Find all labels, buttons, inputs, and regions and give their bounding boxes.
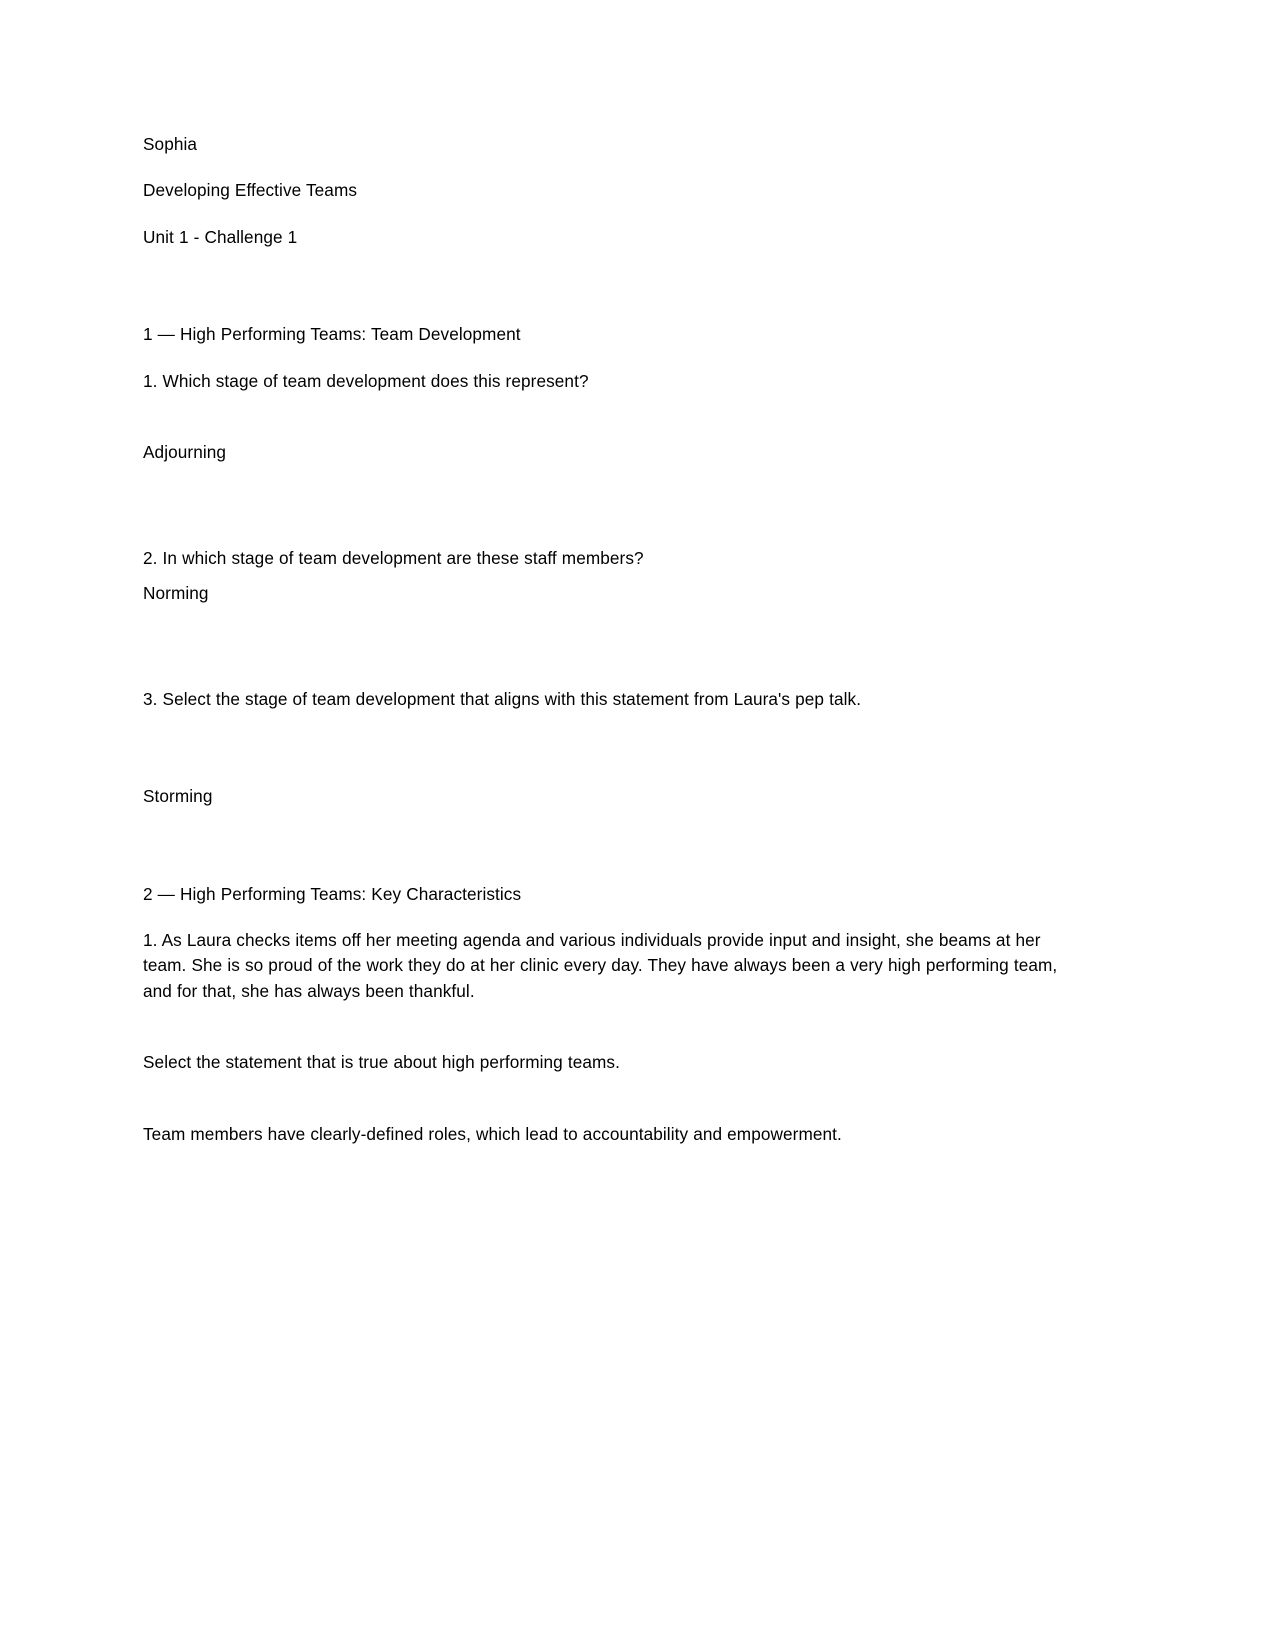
section-1-heading: 1 — High Performing Teams: Team Development [143, 324, 521, 345]
unit-challenge-label: Unit 1 - Challenge 1 [143, 226, 298, 247]
section-2-heading: 2 — High Performing Teams: Key Characteristics [143, 883, 522, 904]
section-1-answer-2: Norming [143, 583, 209, 604]
section-1-answer-3: Storming [143, 786, 213, 807]
section-1-question-2: 2. In which stage of team development are these staff members? [143, 547, 644, 568]
section-1-answer-1: Adjourning [143, 442, 227, 463]
section-2-scenario-1: 1. As Laura checks items off her meeting agenda and various individuals provide input and insight, she beams at her team. She is so proud of the work they do at her clinic every day. They have always been a very high performing team, and for that, she has always been thankful. [143, 929, 1058, 1001]
section-2-answer-1: Team members have clearly-defined roles, which lead to accountability and empowerment. [143, 1123, 842, 1144]
author-name: Sophia [143, 134, 198, 154]
document-body [143, 132, 1088, 1147]
section-2-question-1: Select the statement that is true about high performing teams. [143, 1052, 620, 1073]
course-title: Developing Effective Teams [143, 180, 358, 201]
section-1-question-3: 3. Select the stage of team development that aligns with this statement from Laura's pep talk. [143, 688, 862, 709]
section-1-question-1: 1. Which stage of team development does this represent? [143, 370, 589, 391]
